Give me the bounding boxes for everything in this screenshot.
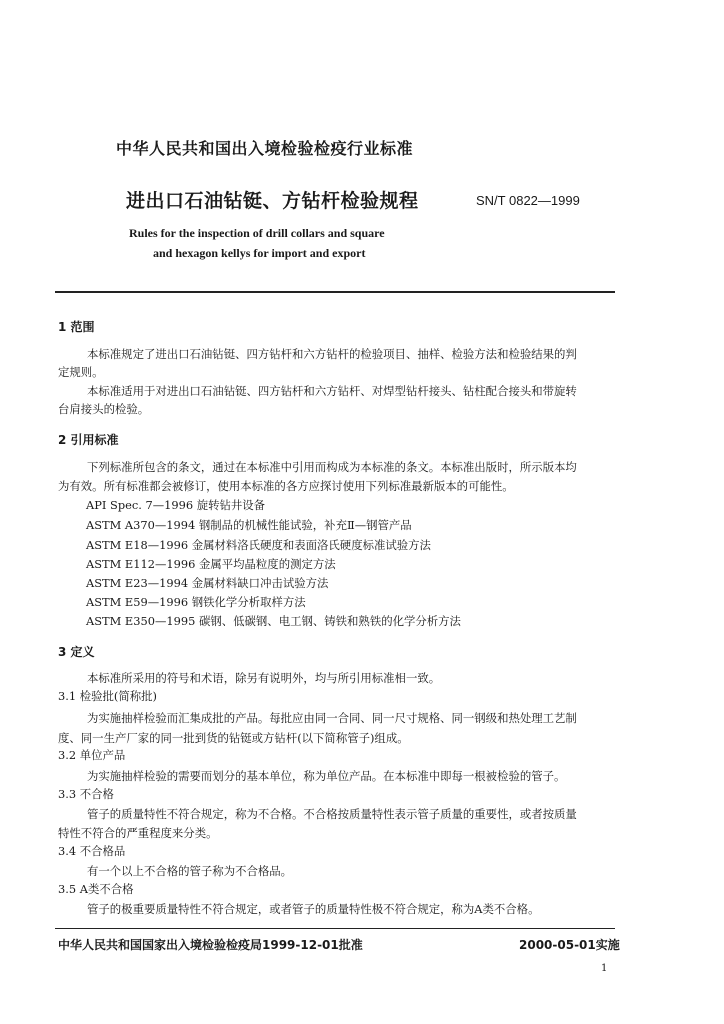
section-2-p1-line1: 下列标准所包含的条文，通过在本标准中引用而构成为本标准的条文。本标准出版时，所示版本均 bbox=[87, 460, 577, 474]
definition-3-5-line1: 管子的极重要质量特性不符合规定，或者管子的质量特性极不符合规定，称为A类不合格。 bbox=[87, 902, 540, 916]
definition-3-3-line2: 特性不符合的严重程度来分类。 bbox=[58, 826, 218, 840]
definition-3-2-line1: 为实施抽样检验的需要而划分的基本单位，称为单位产品。在本标准中即每一根被检验的管子。 bbox=[87, 769, 566, 783]
reference-item: ASTM E350—1995 碳钢、低碳钢、电工钢、铸铁和熟铁的化学分析方法 bbox=[86, 614, 461, 628]
reference-item: ASTM E23—1994 金属材料缺口冲击试验方法 bbox=[86, 576, 329, 590]
definition-3-5-title: 3.5 A类不合格 bbox=[58, 882, 134, 896]
reference-item: ASTM E18—1996 金属材料洛氏硬度和表面洛氏硬度标准试验方法 bbox=[86, 538, 431, 552]
footer-divider bbox=[55, 928, 615, 929]
document-title-english-line1: Rules for the inspection of drill collars and square bbox=[129, 226, 385, 240]
definition-3-1-line2: 度、同一生产厂家的同一批到货的钻铤或方钻杆(以下简称管子)组成。 bbox=[58, 731, 409, 745]
section-1-p1-line1: 本标准规定了进出口石油钻铤、四方钻杆和六方钻杆的检验项目、抽样、检验方法和检验结果的判 bbox=[87, 347, 577, 361]
definition-3-2-title: 3.2 单位产品 bbox=[58, 748, 126, 762]
definition-3-4-line1: 有一个以上不合格的管子称为不合格品。 bbox=[87, 864, 293, 878]
reference-item: ASTM E59—1996 钢铁化学分析取样方法 bbox=[86, 595, 306, 609]
section-2-p1-line2: 为有效。所有标准都会被修订，使用本标准的各方应探讨使用下列标准最新版本的可能性。 bbox=[58, 479, 514, 493]
section-1-heading: 1 范围 bbox=[58, 320, 95, 334]
definition-3-3-line1: 管子的质量特性不符合规定，称为不合格。不合格按质量特性表示管子质量的重要性，或者按质量 bbox=[87, 807, 577, 821]
standard-code: SN/T 0822—1999 bbox=[476, 193, 580, 208]
reference-item: ASTM A370—1994 钢制品的机械性能试验，补充Ⅱ—钢管产品 bbox=[86, 518, 412, 532]
section-1-p2-line2: 台肩接头的检验。 bbox=[58, 402, 150, 416]
document-title-english-line2: and hexagon kellys for import and export bbox=[153, 246, 366, 260]
section-1-p2-line1: 本标准适用于对进出口石油钻铤、四方钻杆和六方钻杆、对焊型钻杆接头、钻柱配合接头和带旋转 bbox=[87, 384, 577, 398]
section-2-heading: 2 引用标准 bbox=[58, 433, 119, 447]
page-number: 1 bbox=[601, 963, 608, 974]
effective-date: 2000-05-01实施 bbox=[519, 938, 620, 952]
approval-statement: 中华人民共和国国家出入境检验检疫局1999-12-01批准 bbox=[58, 938, 363, 952]
section-1-p1-line2: 定规则。 bbox=[58, 365, 104, 379]
definition-3-3-title: 3.3 不合格 bbox=[58, 787, 114, 801]
definition-3-4-title: 3.4 不合格品 bbox=[58, 844, 126, 858]
reference-item: ASTM E112—1996 金属平均晶粒度的测定方法 bbox=[86, 557, 336, 571]
reference-item: API Spec. 7—1996 旋转钻井设备 bbox=[86, 498, 266, 512]
issuing-authority: 中华人民共和国出入境检验检疫行业标准 bbox=[116, 139, 414, 158]
section-3-intro: 本标准所采用的符号和术语，除另有说明外，均与所引用标准相一致。 bbox=[87, 671, 441, 685]
document-title-chinese: 进出口石油钻铤、方钻杆检验规程 bbox=[126, 190, 419, 212]
definition-3-1-line1: 为实施抽样检验而汇集成批的产品。每批应由同一合同、同一尺寸规格、同一钢级和热处理工艺制 bbox=[87, 711, 577, 725]
section-3-heading: 3 定义 bbox=[58, 645, 95, 659]
header-divider bbox=[55, 291, 615, 293]
definition-3-1-title: 3.1 检验批(简称批) bbox=[58, 689, 157, 703]
